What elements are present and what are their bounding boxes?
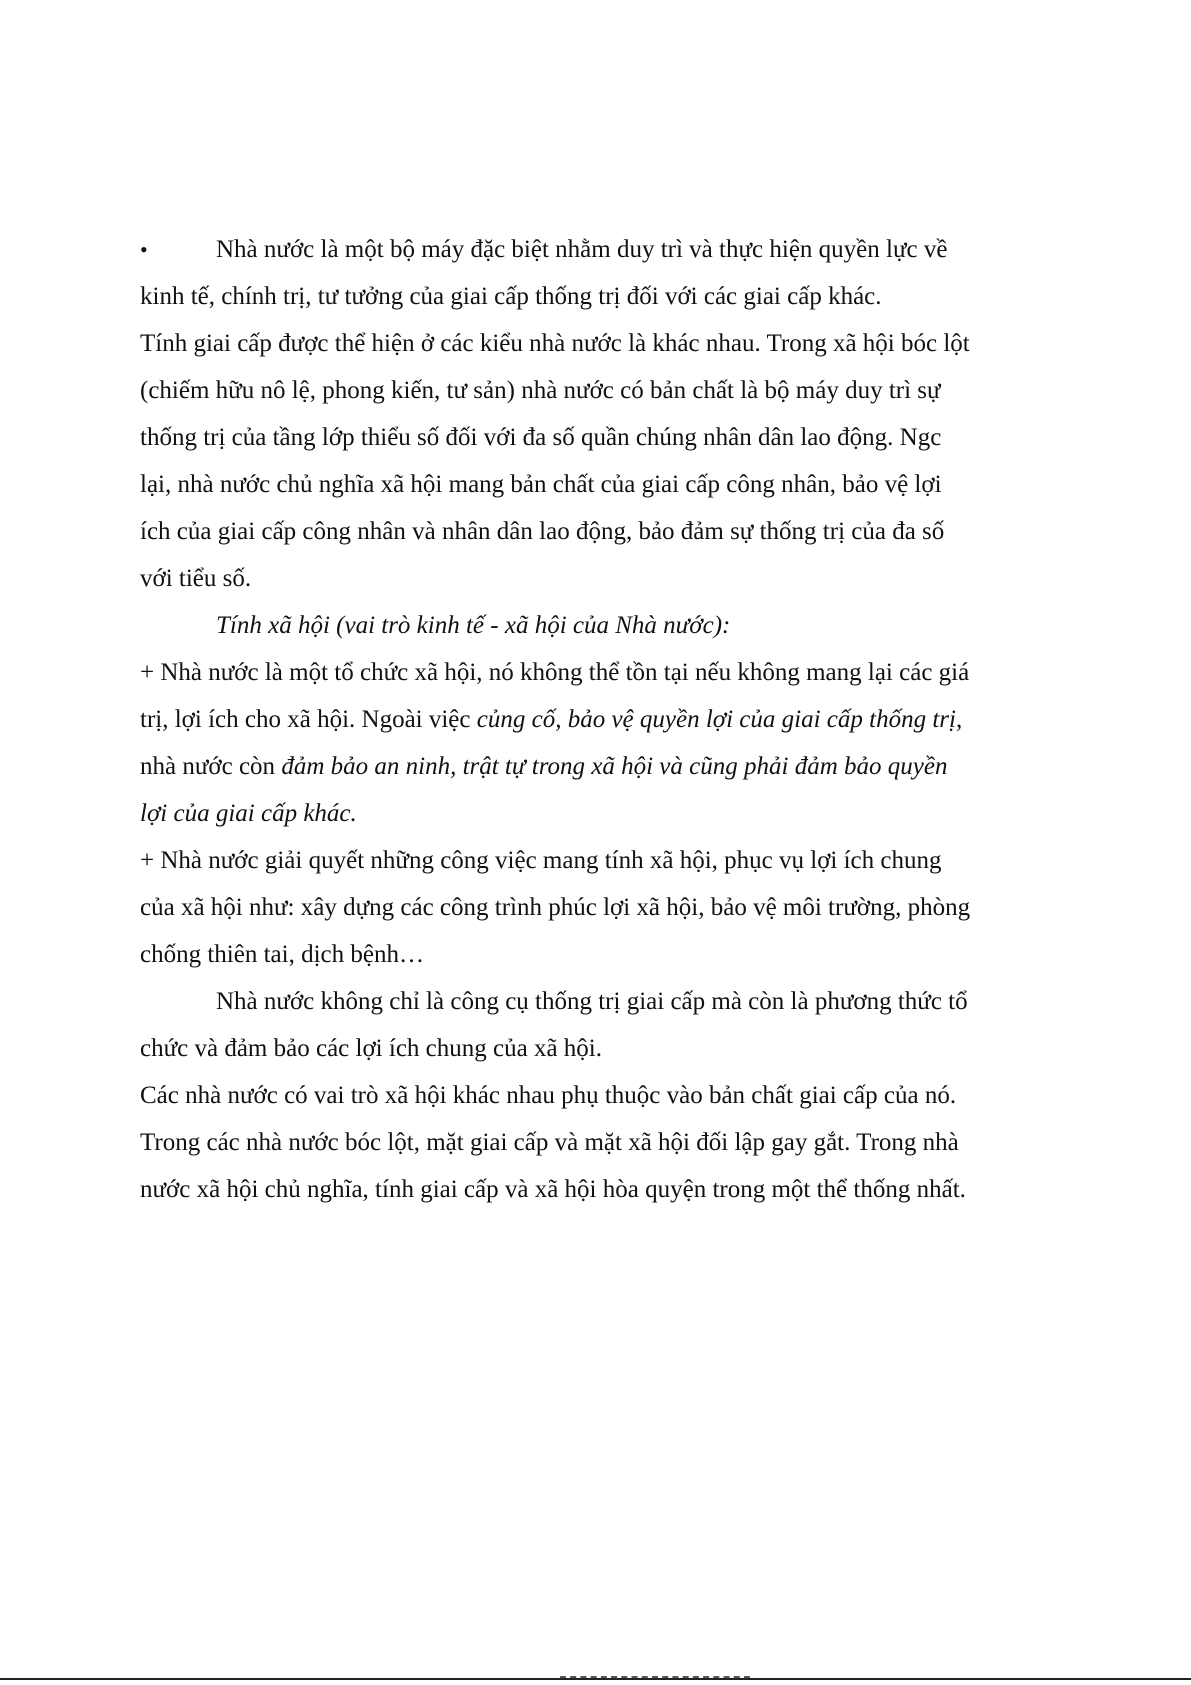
social-point-1-emphasis-2: đảm bảo an ninh, trật tự trong xã hội và cũng phải đảm bảo quyền	[281, 753, 948, 780]
social-point-2-line-3: chống thiên tai, dịch bệnh…	[140, 941, 424, 968]
social-point-1-line-4: lợi của giai cấp khác.	[140, 800, 357, 827]
class-paragraph-line-5: ích của giai cấp công nhân và nhân dân lao động, bảo đảm sự thống trị của đa số	[140, 518, 945, 545]
social-point-1-line-3	[140, 743, 1050, 790]
class-paragraph-line-4: lại, nhà nước chủ nghĩa xã hội mang bản chất của giai cấp công nhân, bảo vệ lợi	[140, 471, 942, 498]
bullet-paragraph-line-1	[140, 226, 1050, 273]
final-paragraph-line-2: Trong các nhà nước bóc lột, mặt giai cấp và mặt xã hội đối lập gay gắt. Trong nhà	[140, 1129, 959, 1156]
page-bottom-dashed-mark	[560, 1676, 750, 1680]
bullet-paragraph-text-1: Nhà nước là một bộ máy đặc biệt nhằm duy trì và thực hiện quyền lực về	[216, 236, 948, 263]
conclusion-text-1: Nhà nước không chỉ là công cụ thống trị giai cấp mà còn là phương thức tổ	[216, 988, 968, 1015]
class-paragraph-line-2: (chiếm hữu nô lệ, phong kiến, tư sản) nhà nước có bản chất là bộ máy duy trì sự	[140, 377, 941, 404]
social-point-2-line-1: + Nhà nước giải quyết những công việc mang tính xã hội, phục vụ lợi ích chung	[140, 847, 942, 874]
class-paragraph-line-3: thống trị của tầng lớp thiểu số đối với đa số quần chúng nhân dân lao động. Ngc	[140, 424, 942, 451]
bullet-paragraph-line-2: kinh tế, chính trị, tư tưởng của giai cấp thống trị đối với các giai cấp khác.	[140, 283, 882, 310]
social-point-1-comma: ,	[955, 706, 963, 733]
social-point-1-line-2	[140, 696, 1050, 743]
class-paragraph-line-6: với tiểu số.	[140, 565, 252, 592]
bullet-icon: •	[140, 237, 148, 262]
final-paragraph-line-1: Các nhà nước có vai trò xã hội khác nhau phụ thuộc vào bản chất giai cấp của nó.	[140, 1082, 957, 1109]
conclusion-line-2: chức và đảm bảo các lợi ích chung của xã hội.	[140, 1035, 602, 1062]
final-paragraph-line-3: nước xã hội chủ nghĩa, tính giai cấp và xã hội hòa quyện trong một thể thống nhất.	[140, 1176, 966, 1203]
social-point-1-line-1: + Nhà nước là một tổ chức xã hội, nó không thể tồn tại nếu không mang lại các giá	[140, 659, 970, 686]
conclusion-line-1	[140, 978, 1050, 1025]
social-point-1-text-b: nhà nước còn	[140, 753, 282, 780]
class-paragraph-line-1: Tính giai cấp được thể hiện ở các kiểu nhà nước là khác nhau. Trong xã hội bóc lột	[140, 330, 970, 357]
social-point-1-text-a: trị, lợi ích cho xã hội. Ngoài việc	[140, 706, 477, 733]
social-heading: Tính xã hội (vai trò kinh tế - xã hội của Nhà nước):	[216, 612, 731, 639]
document-body	[140, 226, 1050, 1213]
social-point-1-emphasis-1: củng cố, bảo vệ quyền lợi của giai cấp thống trị	[476, 706, 956, 733]
social-heading-line	[140, 602, 1050, 649]
social-point-2-line-2: của xã hội như: xây dựng các công trình phúc lợi xã hội, bảo vệ môi trường, phòng	[140, 894, 971, 921]
